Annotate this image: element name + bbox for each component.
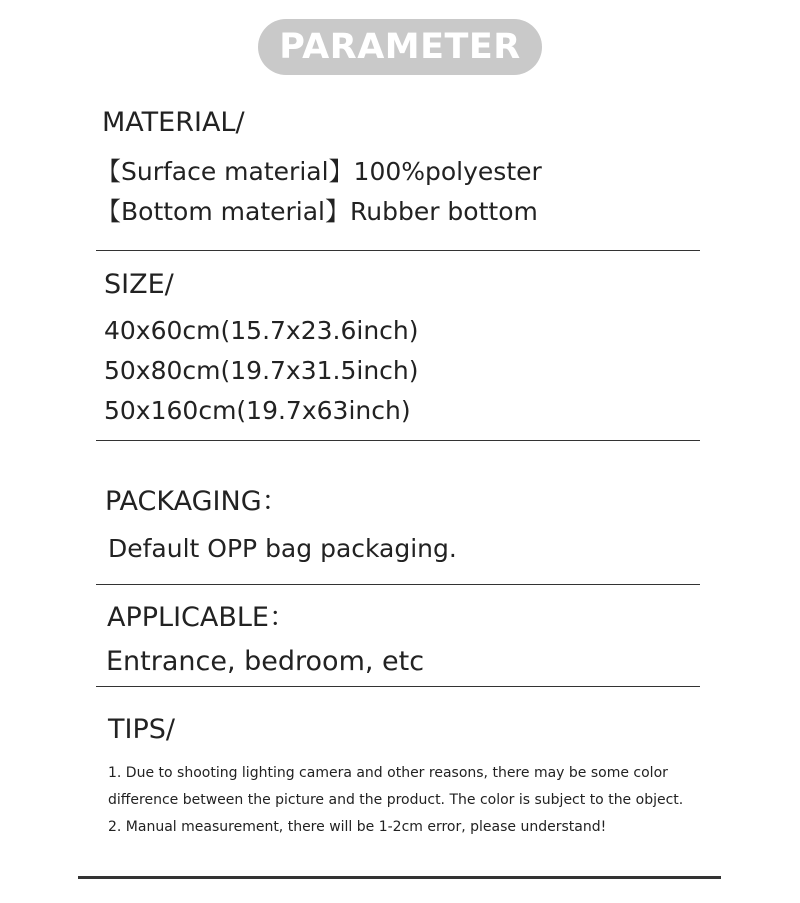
material-bottom-line: 【Bottom material】Rubber bottom — [96, 197, 538, 226]
applicable-heading: APPLICABLE： — [107, 602, 296, 633]
tip-line-2: difference between the picture and the product. The color is subject to the object. — [108, 792, 684, 808]
tips-heading: TIPS/ — [108, 714, 175, 745]
packaging-heading: PACKAGING： — [105, 486, 289, 517]
tip-line-1: 1. Due to shooting lighting camera and other reasons, there may be some color — [108, 765, 668, 781]
material-surface-line: 【Surface material】100%polyester — [96, 157, 542, 186]
section-divider — [96, 440, 700, 441]
size-heading: SIZE/ — [104, 269, 174, 300]
tip-line-3: 2. Manual measurement, there will be 1-2cm error, please understand! — [108, 819, 607, 835]
section-divider — [96, 250, 700, 251]
bottom-rule — [78, 876, 721, 879]
size-option-2: 50x80cm(19.7x31.5inch) — [104, 356, 419, 385]
section-divider — [96, 584, 700, 585]
material-heading: MATERIAL/ — [102, 107, 245, 138]
section-divider — [96, 686, 700, 687]
applicable-text: Entrance, bedroom, etc — [106, 646, 425, 677]
size-option-3: 50x160cm(19.7x63inch) — [104, 396, 411, 425]
size-option-1: 40x60cm(15.7x23.6inch) — [104, 316, 419, 345]
packaging-text: Default OPP bag packaging. — [108, 534, 457, 563]
page-title: PARAMETER — [258, 19, 542, 75]
